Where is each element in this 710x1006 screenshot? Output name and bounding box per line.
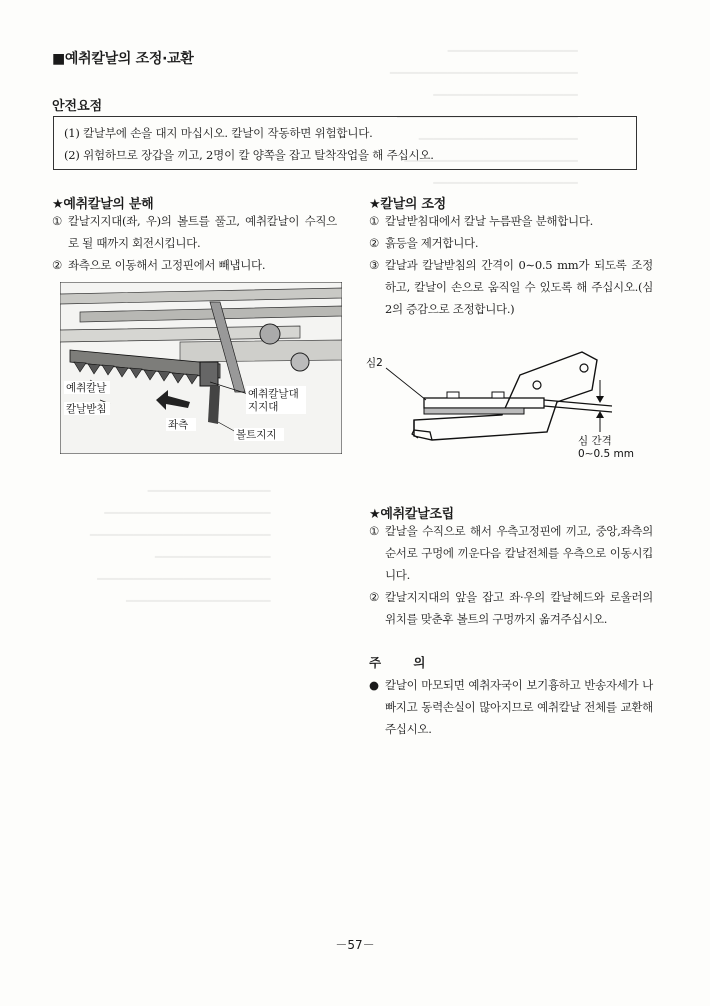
adjustment-steps <box>369 210 653 320</box>
bleed-through-texture-2: ━━━━━━━━━━━━━━━━━ ━━━━━━━━━━━━━━━━━━━━━━━ ━━━━━━━━━━━━━━━━━━━━━━━━━ ━━━━━━━━━━━━━━━━ ━━━━━━━━━━━━━━━━━━━━━━━━ ━━━━━━━━━━━━━━━━━━━━ <box>90 484 271 608</box>
step-number: ③ <box>369 258 380 272</box>
step-number: ② <box>369 236 380 250</box>
shim-gap-figure <box>352 340 652 470</box>
step-text: 좌측으로 이동해서 고정핀에서 빼냅니다. <box>68 258 266 272</box>
adjustment-step-1 <box>369 210 653 232</box>
blade-removal-figure <box>60 282 342 454</box>
title-text: ■예취칼날의 조정·교환 <box>52 51 194 67</box>
caution-text: 칼날이 마모되면 예취자국이 보기흉하고 반송자세가 나빠지고 동력손실이 많아지므로 예취칼날 전체를 교환해 주십시오. <box>385 678 653 736</box>
step-text: 칼날지지대의 앞을 잡고 좌·우의 칼날헤드와 로울러의 위치를 맞춘후 볼트의 구멍까지 옮겨주십시오. <box>385 590 653 626</box>
label-shim: 심2 <box>366 357 383 369</box>
assembly-step-2 <box>369 586 653 630</box>
label-blade: 예취칼날 <box>66 382 107 394</box>
adjustment-step-3 <box>369 254 653 320</box>
disassembly-heading: ★예취칼날의 분해 <box>52 197 154 212</box>
safety-item-2: (2) 위험하므로 장갑을 끼고, 2명이 칼 양쪽을 잡고 탈착작업을 해 주십시오. <box>64 148 434 162</box>
step-text: 칼날과 칼날받침의 간격이 0∼0.5 mm가 되도록 조정하고, 칼날이 손으로 움직일 수 있도록 해 주십시오.(심 2의 증감으로 조정합니다.) <box>385 258 653 316</box>
adjustment-heading: ★칼날의 조정 <box>369 197 446 212</box>
assembly-steps <box>369 520 653 630</box>
step-number: ① <box>369 214 380 228</box>
step-text: 칼날받침대에서 칼날 누름판을 분해합니다. <box>385 214 593 228</box>
page-title <box>52 48 194 68</box>
adjustment-step-2 <box>369 232 653 254</box>
label-gap-2: 0∼0.5 mm <box>578 448 634 460</box>
bleed-through-texture: ━━━━━━━━━━━━━━━━━━ ━━━━━━━━━━━━━━━━━━━━━━━━━━ ━━━━━━━━━━━━━━━━━━━━ ━━━━━━━━━━━━━━━━━━━━━━━━━ ━━━━━━━━━━━━━━━━━━━━━━ ━━━━━━━━━━━━━━━━━━━━━━━━ ━━━━━━━━━━━━━━━━━━━━ <box>390 44 578 190</box>
safety-box <box>53 116 637 170</box>
label-gap-1: 심 간격 <box>578 435 612 447</box>
safety-item-1: (1) 칼날부에 손을 대지 마십시오. 칼날이 작동하면 위험합니다. <box>64 126 373 140</box>
step-number: ① <box>369 524 380 538</box>
caution-item <box>369 674 653 740</box>
label-left-side: 좌측 <box>168 419 189 431</box>
label-bolt-holder: 볼트지지 <box>236 429 277 441</box>
step-text: 칼날을 수직으로 해서 우측고정핀에 끼고, 중앙,좌측의 순서로 구멍에 끼운다음 칼날전체를 우측으로 이동시킵니다. <box>385 524 653 582</box>
page-number: －57－ <box>335 938 375 952</box>
step-number: ② <box>369 590 380 604</box>
assembly-step-1 <box>369 520 653 586</box>
step-number: ② <box>52 258 63 272</box>
safety-heading: 안전요점 <box>52 99 103 114</box>
bullet-icon: ● <box>369 678 379 692</box>
label-blade-holder-2: 지지대 <box>248 401 279 413</box>
step-text: 칼날지지대(좌, 우)의 볼트를 풀고, 예취칼날이 수직으로 될 때까지 회전시킵니다. <box>68 214 337 250</box>
disassembly-steps <box>52 210 337 276</box>
disassembly-step-2 <box>52 254 337 276</box>
assembly-heading: ★예취칼날조립 <box>369 507 454 522</box>
caution-note <box>369 674 653 740</box>
caution-heading: 주 의 <box>369 655 426 670</box>
disassembly-step-1 <box>52 210 337 254</box>
label-blade-holder-1: 예취칼날대 <box>248 388 299 400</box>
label-blade-support: 칼날받침 <box>66 403 107 415</box>
step-text: 흙등을 제거합니다. <box>385 236 479 250</box>
step-number: ① <box>52 214 63 228</box>
